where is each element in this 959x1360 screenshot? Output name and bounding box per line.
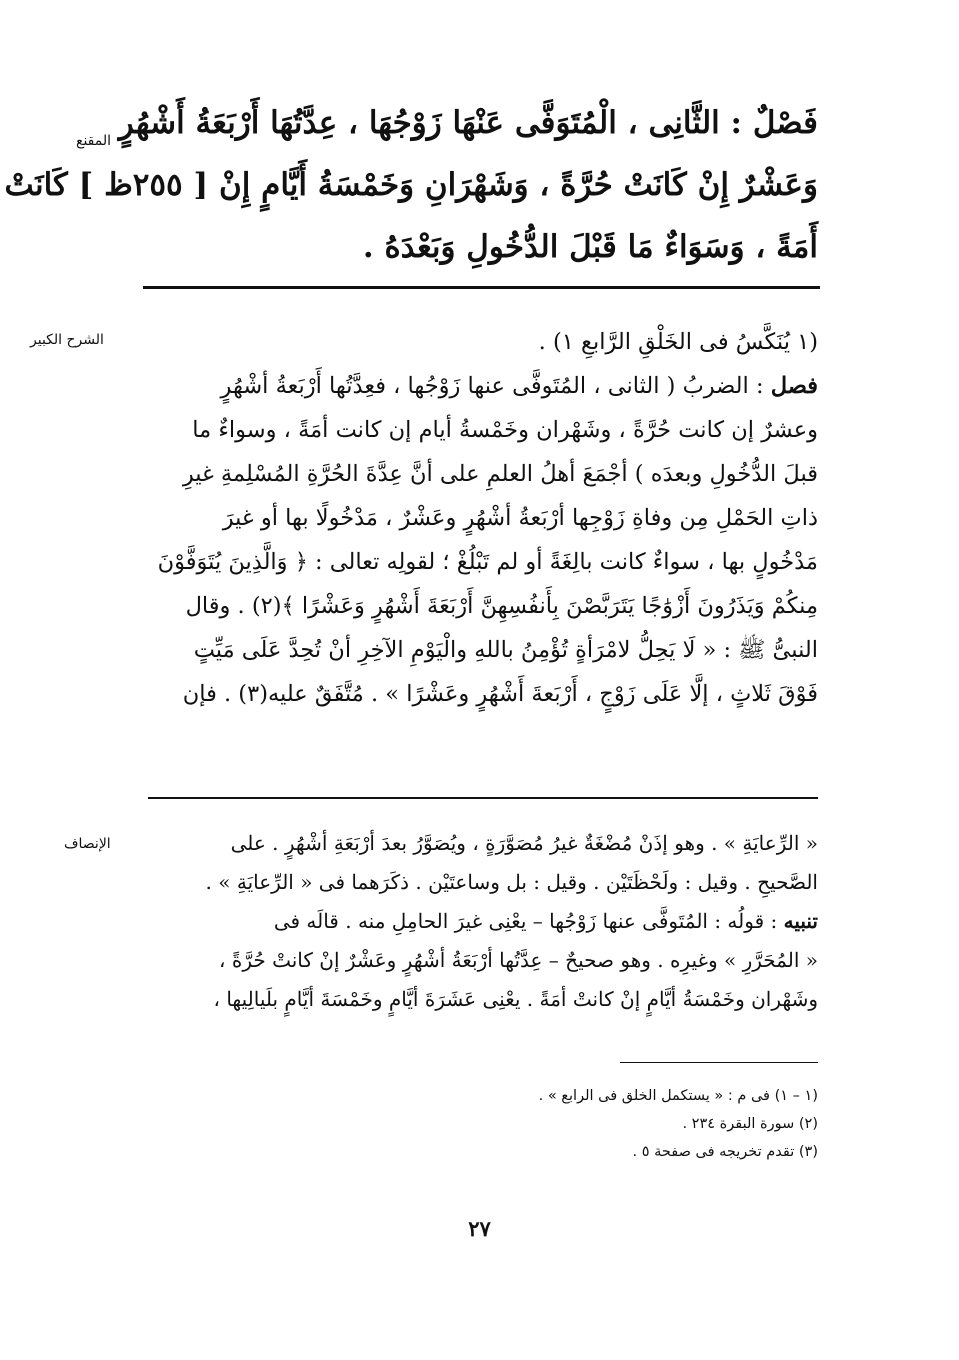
insaf-line: « الرِّعايَةِ » . وهو إذَنْ مُضْغَةٌ غيرُ مُصَوَّرَةٍ ، ويُصَوَّرُ بعدَ أرْبَعَةِ أشْهُرٍ . على xyxy=(230,831,818,855)
sharh-line: فَوْقَ ثَلاثٍ ، إلَّا عَلَى زَوْجٍ ، أَرْبَعةَ أَشْهُرٍ وعَشْرًا » . مُتَّفَقٌ عليه(٣) . فإن xyxy=(182,681,818,707)
insaf-line xyxy=(130,902,818,941)
footnotes-block xyxy=(130,1082,818,1166)
sharh-line: وعشرٌ إن كانت حُرَّةً ، وشَهْران وخَمْسةُ أيام إن كانت أمَةً ، وسواءٌ ما xyxy=(192,417,818,443)
insaf-line: وشَهْران وخَمْسَةُ أيَّامٍ إنْ كانتْ أمَةً . يعْنِى عَشَرَةَ أيَّامٍ وخَمْسَةَ أيَّامٍ بلَيالِيها ، xyxy=(213,987,818,1011)
insaf-line-text: : قولُه : المُتَوفَّى عنها زَوْجُها – يعْنِى غيرَ الحامِلِ منه . قالَه فى xyxy=(273,909,778,933)
sharh-first-line: (١ يُنَكَّسُ فى الخَلْقِ الرَّابعِ ١) . xyxy=(538,329,818,355)
footnote: (١ – ١) فى م : « يستكمل الخلق فى الرابع » . xyxy=(538,1088,818,1104)
sharh-line: قبلَ الدُّخُولِ وبعدَه ) أجْمَعَ أهلُ العلمِ على أنَّ عِدَّةَ الحُرَّةِ المُسْلِمةِ غيرِ xyxy=(182,461,818,487)
sharh-keyword: فصل xyxy=(770,373,818,399)
sharh-line: مَدْخُولٍ بها ، سواءٌ كانت بالِغَةً أو لم تَبْلُغْ ؛ لقولِه تعالى : ﴿ وَالَّذِينَ يُتَوَفَّوْنَ xyxy=(157,549,818,575)
footnote-divider xyxy=(620,1062,818,1063)
matn-line-text: : الثَّانِى ، الْمُتَوَفَّى عَنْهَا زَوْجُهَا ، عِدَّتُهَا أَرْبَعَةُ أَشْهُرٍ xyxy=(118,105,743,141)
margin-label-sharh: الشرح الكبير xyxy=(30,332,104,348)
matn-keyword: فَصْلٌ xyxy=(752,105,818,141)
insaf-line: « المُحَرَّرِ » وغيرِه . وهو صحيحٌ – عِدَّتُها أرْبَعَةُ أشْهُرٍ وعَشْرٌ إنْ كانتْ حُرَّةً ، xyxy=(219,948,818,972)
matn-line xyxy=(118,92,818,154)
matn-line: أَمَةً ، وَسَوَاءٌ مَا قَبْلَ الدُّخُولِ وَبَعْدَهُ . xyxy=(362,229,818,265)
sharh-line-text: : الضربُ ( الثانى ، المُتَوفَّى عنها زَوْجُها ، فعِدَّتُها أَرْبَعةُ أشْهُرٍ xyxy=(220,373,764,399)
sharh-line xyxy=(130,364,818,408)
section-divider xyxy=(143,286,820,289)
sharh-line: النبىُّ ﷺ : « لَا يَحِلُّ لامْرَأةٍ تُؤْمِنُ باللهِ والْيَوْمِ الآخِرِ أنْ تُحِدَّ عَلَى مَيِّتٍ xyxy=(193,637,818,663)
sharh-line: ذاتِ الحَمْلِ مِن وفاةِ زَوْجِها أرْبَعةُ أشْهُرٍ وعَشْرٌ ، مَدْخُولًا بها أو غيرَ xyxy=(222,505,818,531)
page-number: ٢٧ xyxy=(468,1216,491,1241)
tanbih-keyword: تنبيه xyxy=(783,909,818,933)
section-divider xyxy=(148,797,818,799)
footnote: (٣) تقدم تخريجه فى صفحة ٥ . xyxy=(632,1144,818,1160)
margin-label-muqni: المقنع xyxy=(76,133,112,149)
insaf-line: الصَّحيحِ . وقيل : ولَحْظَتَيْن . وقيل : بل وساعتَيْن . ذكَرَهما فى « الرِّعايَةِ » . xyxy=(205,870,818,894)
sharh-block xyxy=(130,320,818,716)
margin-label-insaf: الإنصاف xyxy=(64,836,111,852)
matn-line: وَعَشْرٌ إِنْ كَانَتْ حُرَّةً ، وَشَهْرَانِ وَخَمْسَةُ أَيَّامٍ إِنْ [ ٢٥٥ظ ] كَانَتْ xyxy=(4,167,818,203)
insaf-block xyxy=(130,824,818,1019)
sharh-line: مِنكُمْ وَيَذَرُونَ أَزْوَٰجًا يَتَرَبَّصْنَ بِأَنفُسِهِنَّ أَرْبَعَةَ أَشْهُرٍ وَعَشْرًا ﴾(٢) . وقال xyxy=(185,593,818,619)
footnote: (٢) سورة البقرة ٢٣٤ . xyxy=(682,1116,818,1132)
